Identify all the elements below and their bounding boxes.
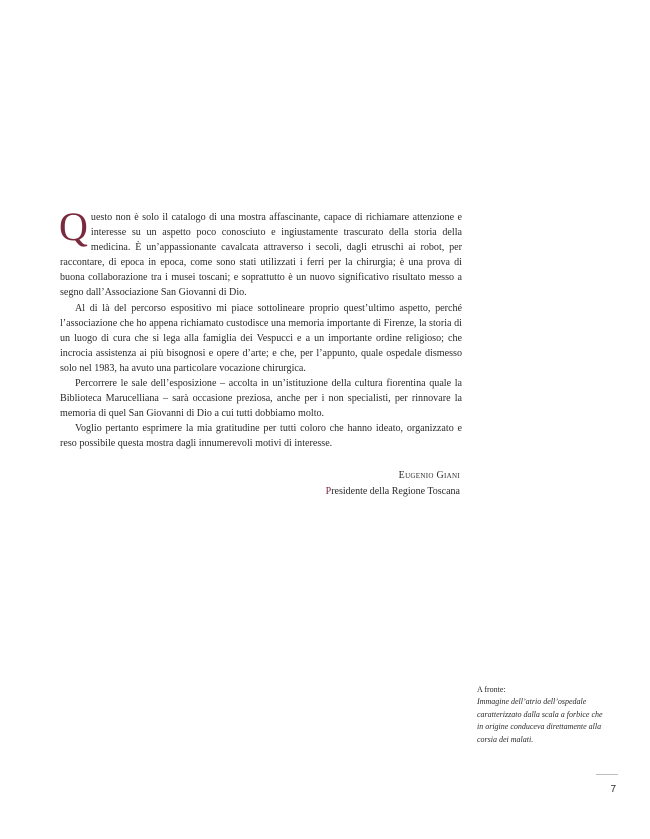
paragraph-4: Voglio pertanto esprimere la mia gratitudine per tutti coloro che hanno ideato, organizzato e reso possibile questa mostra dagli innumerevoli motivi di interesse. bbox=[60, 423, 462, 450]
caption-title: A fronte: bbox=[477, 685, 506, 694]
page-number: 7 bbox=[610, 784, 616, 795]
signatory-role bbox=[326, 484, 460, 500]
drop-cap: Q bbox=[59, 204, 88, 249]
caption-text: Immagine dell’atrio dell’ospedale caratterizzato dalla scala a forbice che in origine conduceva direttamente alla corsia dei malati. bbox=[477, 697, 603, 744]
signatory-name: Eugenio Giani bbox=[398, 470, 460, 481]
foreword-text bbox=[59, 204, 462, 452]
image-caption bbox=[477, 684, 607, 746]
folio-divider bbox=[596, 774, 618, 775]
role-text: residente della Regione Toscana bbox=[331, 486, 460, 497]
paragraph-1-text: uesto non è solo il catalogo di una mostra affascinante, capace di richiamare attenzione e interesse su un aspetto poco conosciuto e ingiustamente trascurato della storia della medicina. È un’appassionante cavalcata attraverso i secoli, dagli etruschi ai robot, per raccontare, di epoca in epoca, come sono stati utilizzati i ferri per la chirurgia; è una prova di buona collaborazione tra i musei toscani; e soprattutto è un nuovo significativo risultato messo a segno dall’Associazione San Giovanni di Dio. bbox=[60, 212, 462, 299]
signature-block bbox=[326, 468, 460, 500]
role-initial: P bbox=[325, 486, 332, 497]
paragraph-1 bbox=[59, 204, 462, 301]
paragraph-2: Al di là del percorso espositivo mi piace sottolineare proprio quest’ultimo aspetto, perché l’associazione che ho appena richiamato custodisce una memoria importante di Firenze, la storia di un luogo di cura che si lega alla famiglia dei Vespucci e a un importante ordine religioso; che incrocia assistenza ai più bisognosi e opere d’arte; e che, per l’appunto, quale ospedale dismesso solo nel 1983, ha avuto una particolare vocazione chirurgica. bbox=[60, 302, 462, 374]
paragraph-3: Percorrere le sale dell’esposizione – accolta in un’istituzione della cultura fiorentina quale la Biblioteca Marucelliana – sarà occasione preziosa, anche per i non specialisti, per rinnovare la memoria di quel San Giovanni di Dio a cui tutti dobbiamo molto. bbox=[60, 378, 462, 420]
